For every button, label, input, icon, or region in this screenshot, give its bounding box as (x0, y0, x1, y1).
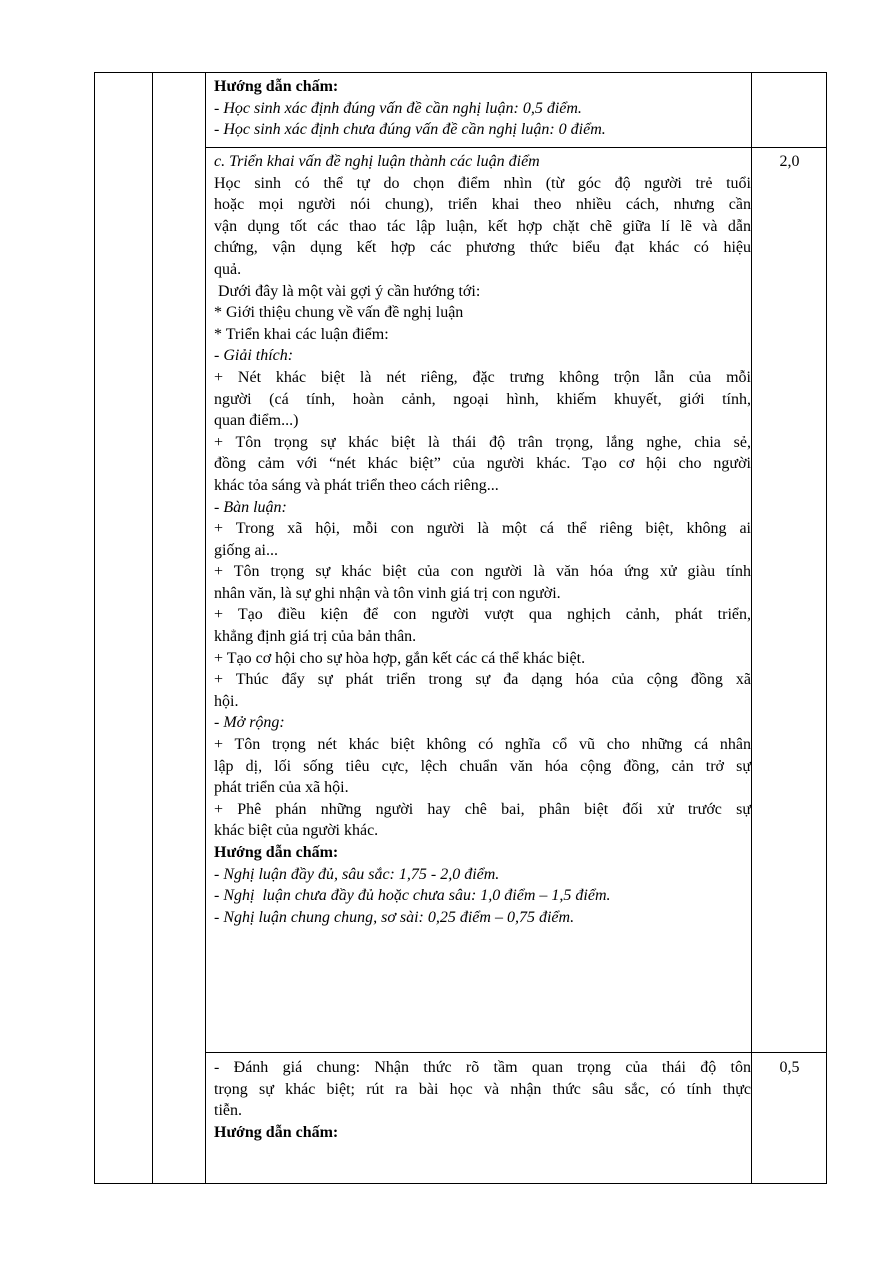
scoring-table (94, 72, 827, 1184)
table-border-right (826, 72, 827, 1184)
row1-guide-item: - Học sinh xác định chưa đúng vấn đề cần nghị luận: 0 điểm. (214, 121, 606, 139)
discuss-line: + Tôn trọng sự khác biệt của con người là văn hóa ứng xử giàu tính (214, 563, 751, 581)
row2-intro-line: hoặc mọi người nói chung), triển khai theo nhiều cách, nhưng cần (214, 196, 751, 214)
row2-intro-line: vận dụng tốt các thao tác lập luận, kết hợp chặt chẽ giữa lí lẽ và dẫn (214, 217, 751, 235)
row2-heading: c. Triển khai vấn đề nghị luận thành các luận điểm (214, 153, 540, 170)
table-border-bottom (94, 1183, 827, 1184)
row2-content (214, 151, 751, 928)
row2-suggestion-lead: Dưới đây là một vài gợi ý cần hướng tới: (214, 282, 481, 300)
row2-guide-item: - Nghị luận chung chung, sơ sài: 0,25 điểm – 0,75 điểm. (214, 908, 575, 926)
column-divider-3 (751, 72, 752, 1184)
row2-guide-item: - Nghị luận đầy đủ, sâu sắc: 1,75 - 2,0 điểm. (214, 865, 500, 883)
row3-line: trọng sự khác biệt; rút ra bài học và nhận thức sâu sắc, có tính thực (214, 1080, 751, 1098)
extend-line: lập dị, lối sống tiêu cực, lệch chuẩn văn hóa cộng đồng, cản trở sự (214, 757, 751, 775)
row1-content (214, 76, 751, 141)
extend-line: + Tôn trọng nét khác biệt không có nghĩa cổ vũ cho những cá nhân (214, 736, 751, 754)
extend-line: + Phê phán những người hay chê bai, phân biệt đối xử trước sự (214, 800, 751, 818)
row2-point-intro: * Giới thiệu chung về vấn đề nghị luận (214, 304, 464, 322)
table-border-top (94, 72, 827, 73)
discuss-line: + Tạo điều kiện để con người vượt qua nghịch cảnh, phát triển, (214, 606, 751, 624)
explain-line: người (cá tính, hoàn cảnh, ngoại hình, khiếm khuyết, giới tính, (214, 390, 751, 408)
row2-intro-line: Học sinh có thể tự do chọn điểm nhìn (từ góc độ người trẻ tuổi (214, 174, 751, 192)
extend-line: khác biệt của người khác. (214, 822, 379, 840)
discuss-line: giống ai... (214, 541, 278, 559)
discuss-label: - Bàn luận: (214, 498, 287, 516)
row2-intro-line: chứng, vận dụng kết hợp các phương thức biểu đạt khác có hiệu (214, 239, 751, 257)
explain-line: quan điểm...) (214, 412, 299, 430)
column-divider-2 (205, 72, 206, 1184)
explain-line: + Nét khác biệt là nét riêng, đặc trưng không trộn lẫn của mỗi (214, 368, 751, 386)
discuss-line: + Tạo cơ hội cho sự hòa hợp, gắn kết các cá thể khác biệt. (214, 649, 586, 667)
row1-guide-item: - Học sinh xác định đúng vấn đề cần nghị luận: 0,5 điểm. (214, 99, 582, 117)
row2-score: 2,0 (779, 153, 800, 170)
table-border-left (94, 72, 95, 1184)
row3-line: - Đánh giá chung: Nhận thức rõ tầm quan trọng của thái độ tôn (214, 1059, 751, 1076)
explain-line: đồng cảm với “nét khác biệt” của người khác. Tạo cơ hội cho người (214, 455, 751, 473)
row-divider-1 (205, 147, 827, 148)
explain-line: + Tôn trọng sự khác biệt là thái độ trân trọng, lắng nghe, chia sẻ, (214, 433, 751, 451)
row3-content (214, 1057, 751, 1143)
discuss-line: + Thúc đẩy sự phát triển trong sự đa dạng hóa của cộng đồng xã (214, 671, 751, 689)
row2-guide-item: - Nghị luận chưa đầy đủ hoặc chưa sâu: 1,0 điểm – 1,5 điểm. (214, 887, 611, 905)
discuss-line: hội. (214, 692, 239, 710)
discuss-line: khẳng định giá trị của bản thân. (214, 628, 417, 646)
row3-line: tiễn. (214, 1102, 242, 1120)
explain-line: khác tỏa sáng và phát triển theo cách riêng... (214, 476, 499, 494)
row2-guide-heading: Hướng dẫn chấm: (214, 844, 339, 861)
row-divider-2 (205, 1052, 827, 1053)
row1-guide-heading: Hướng dẫn chấm: (214, 78, 339, 95)
row3-guide-heading: Hướng dẫn chấm: (214, 1123, 339, 1141)
row3-score: 0,5 (779, 1059, 800, 1076)
explain-label: - Giải thích: (214, 347, 294, 365)
discuss-line: + Trong xã hội, mỗi con người là một cá thể riêng biệt, không ai (214, 520, 751, 538)
extend-label: - Mở rộng: (214, 714, 285, 732)
row2-intro-line: quả. (214, 260, 242, 278)
row2-point-develop: * Triển khai các luận điểm: (214, 325, 389, 343)
discuss-line: nhân văn, là sự ghi nhận và tôn vinh giá trị con người. (214, 584, 561, 602)
column-divider-1 (152, 72, 153, 1184)
extend-line: phát triển của xã hội. (214, 779, 349, 797)
